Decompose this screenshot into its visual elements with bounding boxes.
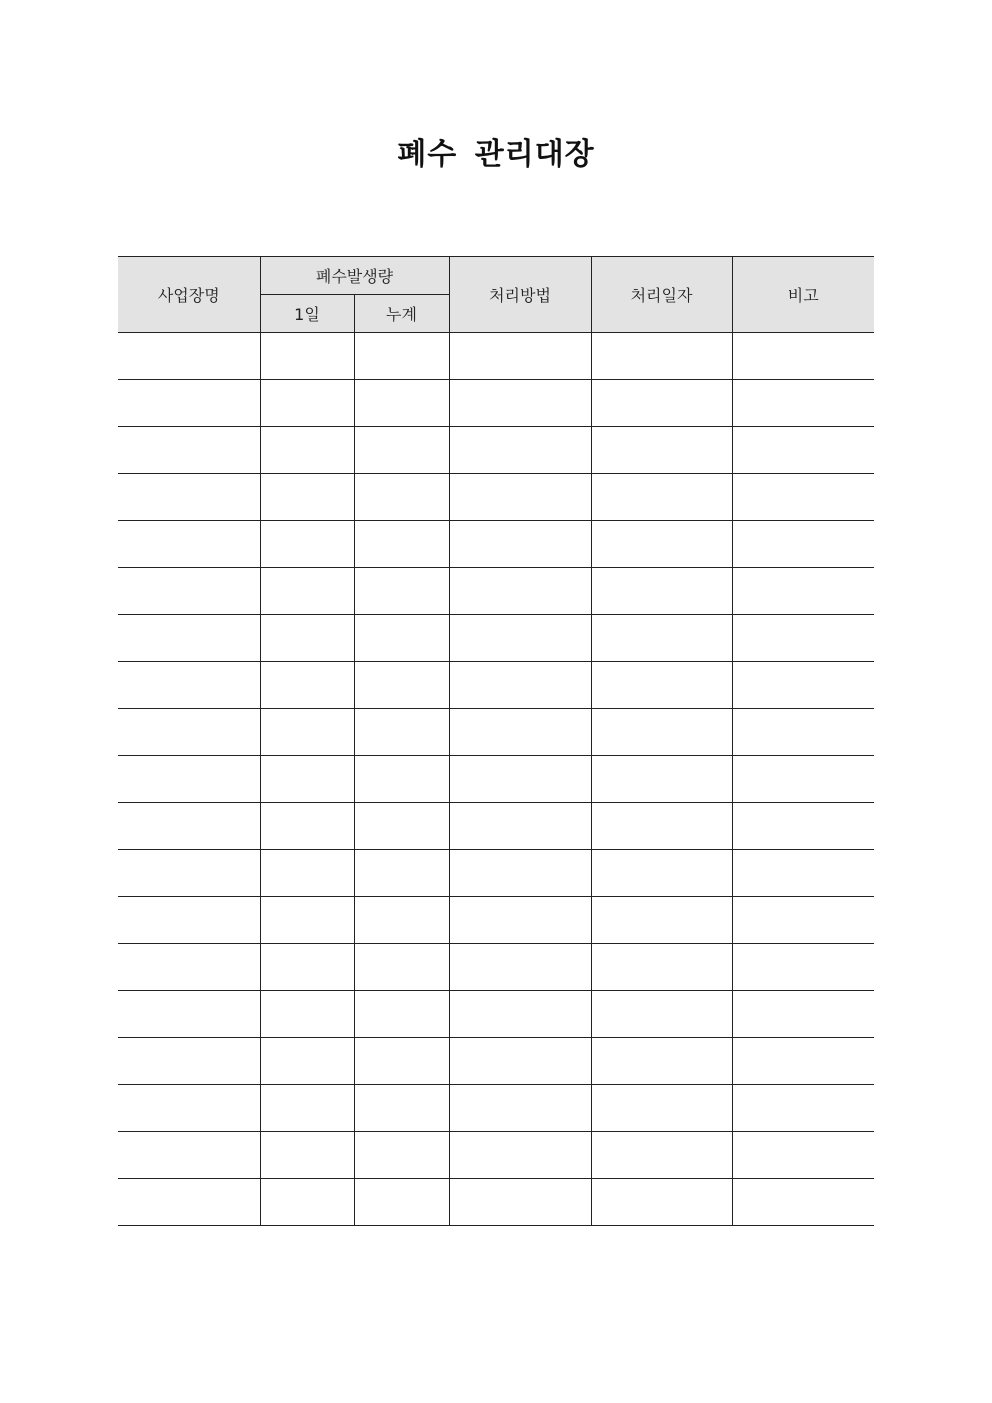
cell-treatment-method[interactable] — [449, 1038, 591, 1085]
cell-treatment-method[interactable] — [449, 615, 591, 662]
cell-daily[interactable] — [260, 615, 354, 662]
cell-business-name[interactable] — [118, 803, 260, 850]
wastewater-ledger-table — [118, 256, 874, 1226]
cell-remarks[interactable] — [732, 615, 874, 662]
table-row — [118, 1132, 874, 1179]
cell-treatment-date[interactable] — [591, 568, 732, 615]
table-row — [118, 709, 874, 756]
cell-daily[interactable] — [260, 1132, 354, 1179]
cell-treatment-date[interactable] — [591, 474, 732, 521]
cell-daily[interactable] — [260, 850, 354, 897]
cell-treatment-method[interactable] — [449, 1132, 591, 1179]
cell-treatment-method[interactable] — [449, 897, 591, 944]
cell-treatment-method[interactable] — [449, 333, 591, 380]
header-row — [118, 257, 874, 295]
cell-remarks[interactable] — [732, 897, 874, 944]
ledger-body — [118, 333, 874, 1226]
cell-business-name[interactable] — [118, 756, 260, 803]
cell-daily[interactable] — [260, 709, 354, 756]
table-row — [118, 333, 874, 380]
header-treatment-method: 처리방법 — [449, 257, 591, 333]
cell-treatment-date[interactable] — [591, 897, 732, 944]
cell-cumulative[interactable] — [354, 709, 449, 756]
cell-cumulative[interactable] — [354, 662, 449, 709]
table-row — [118, 850, 874, 897]
cell-business-name[interactable] — [118, 380, 260, 427]
cell-remarks[interactable] — [732, 474, 874, 521]
cell-business-name[interactable] — [118, 1179, 260, 1226]
cell-remarks[interactable] — [732, 568, 874, 615]
cell-cumulative[interactable] — [354, 897, 449, 944]
cell-treatment-date[interactable] — [591, 991, 732, 1038]
cell-remarks[interactable] — [732, 1179, 874, 1226]
cell-treatment-date[interactable] — [591, 1132, 732, 1179]
cell-cumulative[interactable] — [354, 944, 449, 991]
cell-remarks[interactable] — [732, 850, 874, 897]
table-row — [118, 944, 874, 991]
cell-business-name[interactable] — [118, 709, 260, 756]
cell-remarks[interactable] — [732, 944, 874, 991]
header-remarks: 비고 — [732, 257, 874, 333]
cell-daily[interactable] — [260, 662, 354, 709]
cell-remarks[interactable] — [732, 1038, 874, 1085]
cell-business-name[interactable] — [118, 427, 260, 474]
cell-cumulative[interactable] — [354, 991, 449, 1038]
table-row — [118, 568, 874, 615]
cell-treatment-date[interactable] — [591, 662, 732, 709]
cell-treatment-date[interactable] — [591, 1038, 732, 1085]
cell-business-name[interactable] — [118, 662, 260, 709]
cell-business-name[interactable] — [118, 944, 260, 991]
cell-treatment-method[interactable] — [449, 380, 591, 427]
cell-treatment-date[interactable] — [591, 850, 732, 897]
table-row — [118, 427, 874, 474]
cell-treatment-date[interactable] — [591, 803, 732, 850]
cell-treatment-method[interactable] — [449, 991, 591, 1038]
cell-daily[interactable] — [260, 1085, 354, 1132]
header-wastewater-generation: 폐수발생량 — [260, 257, 449, 295]
cell-cumulative[interactable] — [354, 803, 449, 850]
header-daily: 1일 — [260, 295, 354, 333]
cell-daily[interactable] — [260, 474, 354, 521]
cell-daily[interactable] — [260, 991, 354, 1038]
table-row — [118, 991, 874, 1038]
cell-daily[interactable] — [260, 427, 354, 474]
cell-business-name[interactable] — [118, 850, 260, 897]
cell-treatment-method[interactable] — [449, 1179, 591, 1226]
header-treatment-date: 처리일자 — [591, 257, 732, 333]
cell-treatment-date[interactable] — [591, 709, 732, 756]
table-row — [118, 1085, 874, 1132]
cell-treatment-method[interactable] — [449, 662, 591, 709]
table-row — [118, 521, 874, 568]
cell-cumulative[interactable] — [354, 474, 449, 521]
cell-cumulative[interactable] — [354, 380, 449, 427]
cell-cumulative[interactable] — [354, 756, 449, 803]
document-title: 폐수 관리대장 — [397, 137, 595, 172]
cell-treatment-date[interactable] — [591, 521, 732, 568]
cell-cumulative[interactable] — [354, 1179, 449, 1226]
cell-remarks[interactable] — [732, 1132, 874, 1179]
cell-cumulative[interactable] — [354, 521, 449, 568]
cell-treatment-method[interactable] — [449, 756, 591, 803]
cell-cumulative[interactable] — [354, 1132, 449, 1179]
table-row — [118, 897, 874, 944]
cell-treatment-method[interactable] — [449, 944, 591, 991]
cell-business-name[interactable] — [118, 1085, 260, 1132]
cell-remarks[interactable] — [732, 1085, 874, 1132]
header-business-name: 사업장명 — [118, 257, 260, 333]
cell-daily[interactable] — [260, 1179, 354, 1226]
cell-remarks[interactable] — [732, 380, 874, 427]
table-row — [118, 615, 874, 662]
cell-daily[interactable] — [260, 897, 354, 944]
cell-daily[interactable] — [260, 1038, 354, 1085]
cell-business-name[interactable] — [118, 474, 260, 521]
cell-remarks[interactable] — [732, 709, 874, 756]
cell-cumulative[interactable] — [354, 427, 449, 474]
cell-treatment-method[interactable] — [449, 709, 591, 756]
cell-treatment-date[interactable] — [591, 615, 732, 662]
cell-daily[interactable] — [260, 803, 354, 850]
cell-treatment-date[interactable] — [591, 333, 732, 380]
cell-daily[interactable] — [260, 333, 354, 380]
cell-treatment-date[interactable] — [591, 380, 732, 427]
cell-treatment-method[interactable] — [449, 850, 591, 897]
cell-daily[interactable] — [260, 756, 354, 803]
cell-treatment-method[interactable] — [449, 427, 591, 474]
cell-cumulative[interactable] — [354, 1085, 449, 1132]
cell-daily[interactable] — [260, 521, 354, 568]
table-row — [118, 1038, 874, 1085]
cell-cumulative[interactable] — [354, 850, 449, 897]
header-cumulative: 누계 — [354, 295, 449, 333]
cell-remarks[interactable] — [732, 803, 874, 850]
cell-business-name[interactable] — [118, 1038, 260, 1085]
table-row — [118, 474, 874, 521]
cell-remarks[interactable] — [732, 991, 874, 1038]
cell-business-name[interactable] — [118, 521, 260, 568]
cell-treatment-date[interactable] — [591, 427, 732, 474]
table-row — [118, 1179, 874, 1226]
table-row — [118, 380, 874, 427]
cell-business-name[interactable] — [118, 991, 260, 1038]
cell-business-name[interactable] — [118, 897, 260, 944]
table-row — [118, 756, 874, 803]
cell-business-name[interactable] — [118, 333, 260, 380]
cell-remarks[interactable] — [732, 662, 874, 709]
cell-cumulative[interactable] — [354, 1038, 449, 1085]
cell-cumulative[interactable] — [354, 333, 449, 380]
cell-daily[interactable] — [260, 568, 354, 615]
cell-daily[interactable] — [260, 380, 354, 427]
cell-treatment-method[interactable] — [449, 474, 591, 521]
cell-treatment-date[interactable] — [591, 944, 732, 991]
cell-treatment-method[interactable] — [449, 803, 591, 850]
cell-business-name[interactable] — [118, 568, 260, 615]
cell-treatment-method[interactable] — [449, 1085, 591, 1132]
cell-cumulative[interactable] — [354, 615, 449, 662]
cell-treatment-date[interactable] — [591, 1085, 732, 1132]
cell-treatment-date[interactable] — [591, 1179, 732, 1226]
cell-treatment-method[interactable] — [449, 521, 591, 568]
cell-daily[interactable] — [260, 944, 354, 991]
table-row — [118, 803, 874, 850]
cell-remarks[interactable] — [732, 427, 874, 474]
cell-treatment-method[interactable] — [449, 568, 591, 615]
cell-business-name[interactable] — [118, 1132, 260, 1179]
cell-remarks[interactable] — [732, 756, 874, 803]
cell-remarks[interactable] — [732, 521, 874, 568]
cell-cumulative[interactable] — [354, 568, 449, 615]
table-row — [118, 662, 874, 709]
cell-business-name[interactable] — [118, 615, 260, 662]
cell-remarks[interactable] — [732, 333, 874, 380]
cell-treatment-date[interactable] — [591, 756, 732, 803]
